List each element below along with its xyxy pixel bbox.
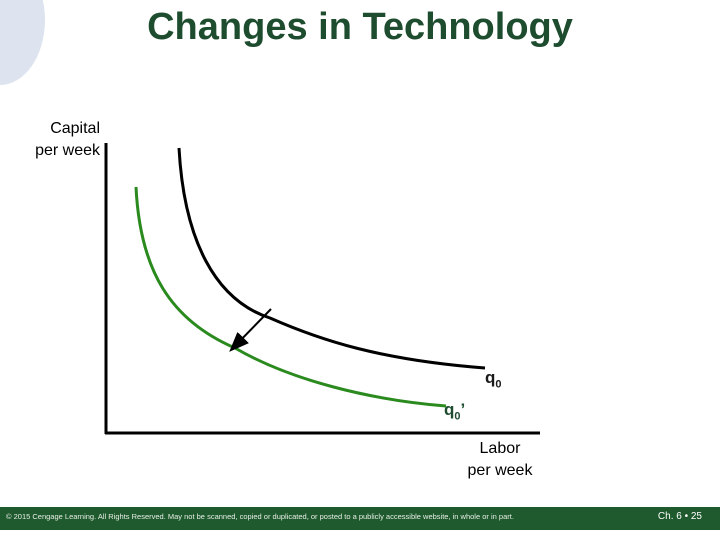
x-axis-label [452, 438, 548, 482]
slide-title: Changes in Technology [147, 6, 573, 48]
x-axis-label-line2: per week [467, 462, 533, 479]
label-q0-letter: q [485, 368, 496, 387]
label-q0-prime-letter: q [444, 400, 455, 419]
x-axis-label-line1: Labor [479, 440, 521, 457]
y-axis-label-line2: per week [35, 142, 100, 159]
slide-number: Ch. 6 • 25 [657, 511, 702, 522]
label-q0-prime-sub: 0 [454, 410, 461, 423]
copyright-text: © 2015 Cengage Learning. All Rights Reserved. May not be scanned, copied or duplicated, or posted to a publicly accessible website, in whole or in part. [6, 512, 514, 521]
shift-arrow [232, 309, 271, 349]
label-q0 [485, 368, 502, 390]
label-q0-sub: 0 [495, 378, 502, 391]
label-q0-prime-mark: ’ [460, 400, 466, 419]
y-axis-label-line1: Capital [50, 120, 100, 137]
isoquant-q0 [179, 148, 485, 368]
label-q0-prime [444, 400, 465, 422]
isoquant-q0-prime [136, 187, 446, 406]
footer-bar [0, 507, 720, 530]
